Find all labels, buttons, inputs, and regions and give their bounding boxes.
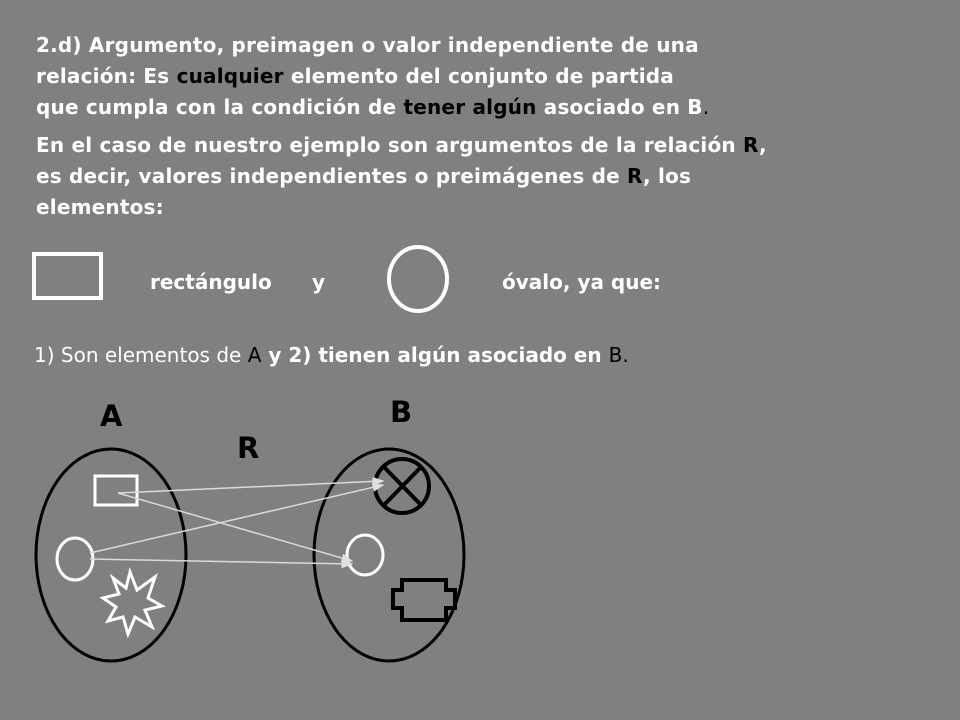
definition-line-3a: que cumpla con la condición de xyxy=(36,95,404,119)
example-line-1a: En el caso de nuestro ejemplo son argumentos de la relación xyxy=(36,133,743,157)
oval-icon xyxy=(389,247,447,311)
set-b-circle-x-icon xyxy=(375,459,429,513)
set-a-label: A xyxy=(100,399,123,433)
comma: , xyxy=(758,133,767,157)
example-line-3: elementos: xyxy=(36,195,164,219)
set-a-rectangle-icon xyxy=(95,476,137,505)
conditions-1a: 1) Son elementos de xyxy=(34,343,248,367)
word-tener: tener xyxy=(403,95,466,119)
relation-r-1: R xyxy=(742,133,759,157)
relation-label: R xyxy=(237,431,260,465)
set-b-circle-icon xyxy=(347,535,383,575)
word-algun: algún xyxy=(472,95,537,119)
oval-word: óvalo, ya que: xyxy=(502,270,662,294)
definition-line-2c: elemento del conjunto de partida xyxy=(283,64,674,88)
definition-line-3e: asociado en B xyxy=(536,95,703,119)
set-a-ref: A xyxy=(247,343,262,367)
final-period: . xyxy=(622,343,629,367)
set-a-oval-icon xyxy=(57,538,93,580)
example-line-2c: , los xyxy=(643,164,692,188)
definition-line-1: 2.d) Argumento, preimagen o valor independiente de una xyxy=(36,33,699,57)
and-word: y xyxy=(312,270,326,294)
set-b-ellipse xyxy=(314,449,464,661)
relation-r-2: R xyxy=(627,164,644,188)
arrow-rect-to-xcircle xyxy=(118,481,383,493)
period-dark: . xyxy=(702,95,710,119)
example-line-2a: es decir, valores independientes o preimágenes de xyxy=(36,164,628,188)
arrow-oval-to-xcircle xyxy=(90,485,383,553)
definition-line-2a: relación: Es xyxy=(36,64,177,88)
set-b-label: B xyxy=(390,395,413,429)
rectangle-word: rectángulo xyxy=(150,270,272,294)
set-a-starburst-icon xyxy=(103,572,162,634)
rectangle-icon xyxy=(34,254,101,298)
conditions-1c: y 2) tienen algún asociado en xyxy=(261,343,609,367)
set-b-cross-shape-icon xyxy=(393,580,455,620)
set-b-ref: B xyxy=(608,343,623,367)
word-cualquier: cualquier xyxy=(176,64,284,88)
